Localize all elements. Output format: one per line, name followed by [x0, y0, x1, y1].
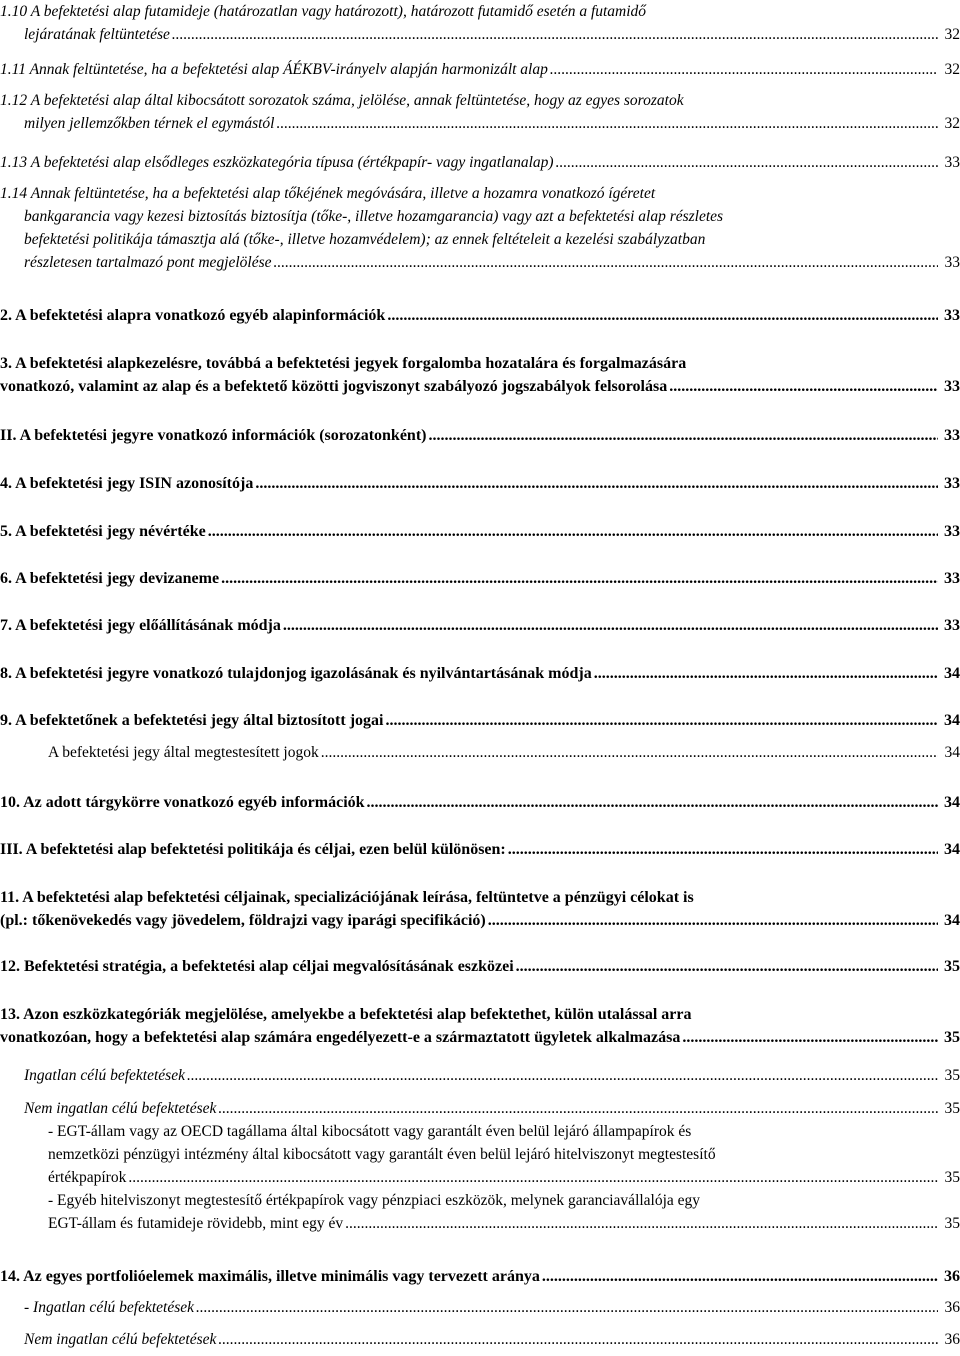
dot-leader: [196, 1296, 938, 1319]
dot-leader: [385, 709, 938, 732]
toc-page-number: 35: [944, 1169, 960, 1186]
dot-leader: [172, 23, 938, 46]
toc-page-number: 36: [944, 1268, 960, 1285]
toc-entry-text: vonatkozó, valamint az alap és a befektető közötti jogviszonyt szabályozó jogszabályok felsorolása: [0, 378, 668, 395]
toc-entry-text: lejáratának feltüntetése: [24, 26, 170, 43]
toc-page-number: 34: [944, 794, 960, 811]
toc-page-number: 34: [944, 665, 960, 682]
toc-entry-text: 2. A befektetési alapra vonatkozó egyéb alapinformációk: [0, 307, 386, 324]
toc-entry-text: III. A befektetési alap befektetési politikája és céljai, ezen belül különösen:: [0, 841, 506, 858]
dot-leader: [556, 151, 938, 174]
dot-leader: [221, 567, 938, 590]
dot-leader: [128, 1166, 938, 1189]
toc-entry[interactable]: [0, 304, 960, 327]
toc-entry-text: EGT-állam és futamideje rövidebb, mint egy év: [48, 1215, 344, 1232]
toc-entry-text: részletesen tartalmazó pont megjelölése: [24, 254, 272, 271]
toc-entry-text: 1.11 Annak feltüntetése, ha a befektetési alap ÁÉKBV-irányelv alapján harmonizált alap: [0, 61, 548, 78]
toc-entry-text: 10. Az adott tárgykörre vonatkozó egyéb információk: [0, 794, 365, 811]
toc-entry-text: 9. A befektetőnek a befektetési jegy által biztosított jogai: [0, 712, 384, 729]
dot-leader: [255, 472, 938, 495]
toc-entry[interactable]: [0, 520, 960, 543]
toc-entry[interactable]: [0, 614, 960, 637]
toc-page-number: 33: [944, 475, 960, 492]
toc-entry-text: II. A befektetési jegyre vonatkozó információk (sorozatonként): [0, 427, 427, 444]
toc-page-number: 34: [944, 712, 960, 729]
toc-entry[interactable]: [0, 1296, 960, 1319]
toc-entry-text: 6. A befektetési jegy devizaneme: [0, 570, 220, 587]
dot-leader: [283, 614, 938, 637]
toc-page-number: 34: [944, 841, 960, 858]
toc-page-number: 34: [944, 744, 960, 761]
dot-leader: [187, 1064, 938, 1087]
toc-entry-text: - Egyéb hitelviszonyt megtestesítő értékpapírok vagy pénzpiaci eszközök, melynek garanciavállalója egy: [48, 1192, 701, 1209]
toc-entry[interactable]: [0, 1097, 960, 1120]
toc-entry-text: Nem ingatlan célú befektetések: [24, 1331, 217, 1348]
dot-leader: [508, 838, 938, 861]
toc-page-number: 33: [944, 254, 960, 271]
toc-entry-text: nemzetközi pénzügyi intézmény által kibocsátott vagy garantált éven belül lejáró hitelviszonyt megtestesítő: [48, 1146, 716, 1163]
toc-entry[interactable]: [0, 886, 960, 932]
toc-entry-text: 1.12 A befektetési alap által kibocsátott sorozatok száma, jelölése, annak feltüntetése, hogy az egyes sorozatok: [0, 92, 684, 109]
toc-entry-text: Ingatlan célú befektetések: [24, 1067, 185, 1084]
toc-entry-text: 7. A befektetési jegy előállításának módja: [0, 617, 281, 634]
toc-entry-text: - EGT-állam vagy az OECD tagállama által kibocsátott vagy garantált éven belül lejáró állampapírok és: [48, 1123, 692, 1140]
toc-page-number: 35: [944, 958, 960, 975]
toc-entry[interactable]: [0, 709, 960, 732]
toc-entry-text: Nem ingatlan célú befektetések: [24, 1100, 217, 1117]
dot-leader: [516, 955, 938, 978]
dot-leader: [345, 1212, 938, 1235]
toc-page-number: 33: [944, 427, 960, 444]
toc-entry[interactable]: [0, 58, 960, 81]
toc-entry-text: 1.13 A befektetési alap elsődleges eszközkategória típusa (értékpapír- vagy ingatlanalap): [0, 154, 554, 171]
dot-leader: [682, 1026, 938, 1049]
toc-entry-text: értékpapírok: [48, 1169, 127, 1186]
toc-entry[interactable]: [0, 89, 960, 135]
toc-entry-text: befektetési politikája támasztja alá (tőke-, illetve hozamvédelem); az ennek feltételeit a kezelési szabályzatban: [24, 231, 706, 248]
toc-entry-text: 5. A befektetési jegy névértéke: [0, 523, 206, 540]
toc-entry[interactable]: [0, 791, 960, 814]
dot-leader: [321, 741, 938, 764]
dot-leader: [669, 375, 938, 398]
dot-leader: [428, 424, 938, 447]
toc-entry-text: 1.10 A befektetési alap futamideje (határozatlan vagy határozott), határozott futamidő esetén a futamidő: [0, 3, 647, 20]
toc-entry[interactable]: [0, 955, 960, 978]
toc-page-number: 35: [944, 1029, 960, 1046]
dot-leader: [550, 58, 938, 81]
toc-entry-text: milyen jellemzőkben térnek el egymástól: [24, 115, 275, 132]
toc-entry[interactable]: [0, 1189, 960, 1235]
toc-entry[interactable]: [0, 352, 960, 398]
dot-leader: [367, 791, 938, 814]
dot-leader: [277, 112, 939, 135]
toc-entry-text: 12. Befektetési stratégia, a befektetési alap céljai megvalósításának eszközei: [0, 958, 514, 975]
toc-entry-text: (pl.: tőkenövekedés vagy jövedelem, földrajzi vagy iparági specifikáció): [0, 912, 486, 929]
toc-page-number: 36: [944, 1299, 960, 1316]
toc-entry[interactable]: [0, 838, 960, 861]
dot-leader: [274, 251, 938, 274]
toc-page-number: 33: [944, 154, 960, 171]
toc-entry[interactable]: [0, 662, 960, 685]
toc-page-number: 32: [944, 61, 960, 78]
toc-entry[interactable]: [0, 472, 960, 495]
toc-entry-text: 13. Azon eszközkategóriák megjelölése, amelyekbe a befektetési alap befektethet, külön utalással arra: [0, 1006, 692, 1023]
toc-entry[interactable]: [0, 151, 960, 174]
dot-leader: [542, 1265, 938, 1288]
toc-entry-text: vonatkozóan, hogy a befektetési alap számára engedélyezett-e a származtatott ügyletek alkalmazása: [0, 1029, 681, 1046]
toc-entry[interactable]: [0, 1064, 960, 1087]
toc-entry[interactable]: [0, 741, 960, 764]
toc-entry[interactable]: [0, 0, 960, 46]
toc-page-number: 36: [944, 1331, 960, 1348]
dot-leader: [488, 909, 938, 932]
toc-page-number: 33: [944, 570, 960, 587]
toc-entry-text: 8. A befektetési jegyre vonatkozó tulajdonjog igazolásának és nyilvántartásának módja: [0, 665, 592, 682]
toc-entry[interactable]: [0, 1120, 960, 1189]
toc-entry-text: 4. A befektetési jegy ISIN azonosítója: [0, 475, 254, 492]
toc-entry[interactable]: [0, 182, 960, 274]
dot-leader: [387, 304, 938, 327]
toc-entry[interactable]: [0, 567, 960, 590]
toc-entry-text: 11. A befektetési alap befektetési céljainak, specializációjának leírása, feltüntetve a pénzügyi célokat is: [0, 889, 694, 906]
dot-leader: [218, 1328, 938, 1351]
toc-page-number: 35: [944, 1215, 960, 1232]
toc-entry-text: - Ingatlan célú befektetések: [24, 1299, 194, 1316]
toc-entry-text: 3. A befektetési alapkezelésre, továbbá a befektetési jegyek forgalomba hozatalára és forgalmazására: [0, 355, 687, 372]
toc-page-number: 35: [944, 1100, 960, 1117]
toc-entry-text: 14. Az egyes portfolióelemek maximális, illetve minimális vagy tervezett aránya: [0, 1268, 540, 1285]
toc-entry-text: A befektetési jegy által megtestesített jogok: [48, 744, 319, 761]
toc-entry[interactable]: [0, 1328, 960, 1351]
toc-page-number: 33: [944, 523, 960, 540]
toc-page-number: 33: [944, 378, 960, 395]
dot-leader: [594, 662, 938, 685]
toc-entry[interactable]: [0, 1265, 960, 1288]
toc-page-number: 32: [944, 26, 960, 43]
toc-entry[interactable]: [0, 1003, 960, 1049]
toc-entry[interactable]: [0, 424, 960, 447]
toc-page-number: 32: [944, 115, 960, 132]
toc-page-number: 35: [944, 1067, 960, 1084]
toc-page-number: 33: [944, 617, 960, 634]
dot-leader: [208, 520, 938, 543]
dot-leader: [218, 1097, 938, 1120]
toc-page-number: 33: [944, 307, 960, 324]
toc-entry-text: 1.14 Annak feltüntetése, ha a befektetési alap tőkéjének megóvására, illetve a hozamra vonatkozó ígéretet: [0, 185, 656, 202]
toc-page-number: 34: [944, 912, 960, 929]
toc-entry-text: bankgarancia vagy kezesi biztosítás biztosítja (tőke-, illetve hozamgarancia) vagy azt a befektetési alap részletes: [24, 208, 724, 225]
